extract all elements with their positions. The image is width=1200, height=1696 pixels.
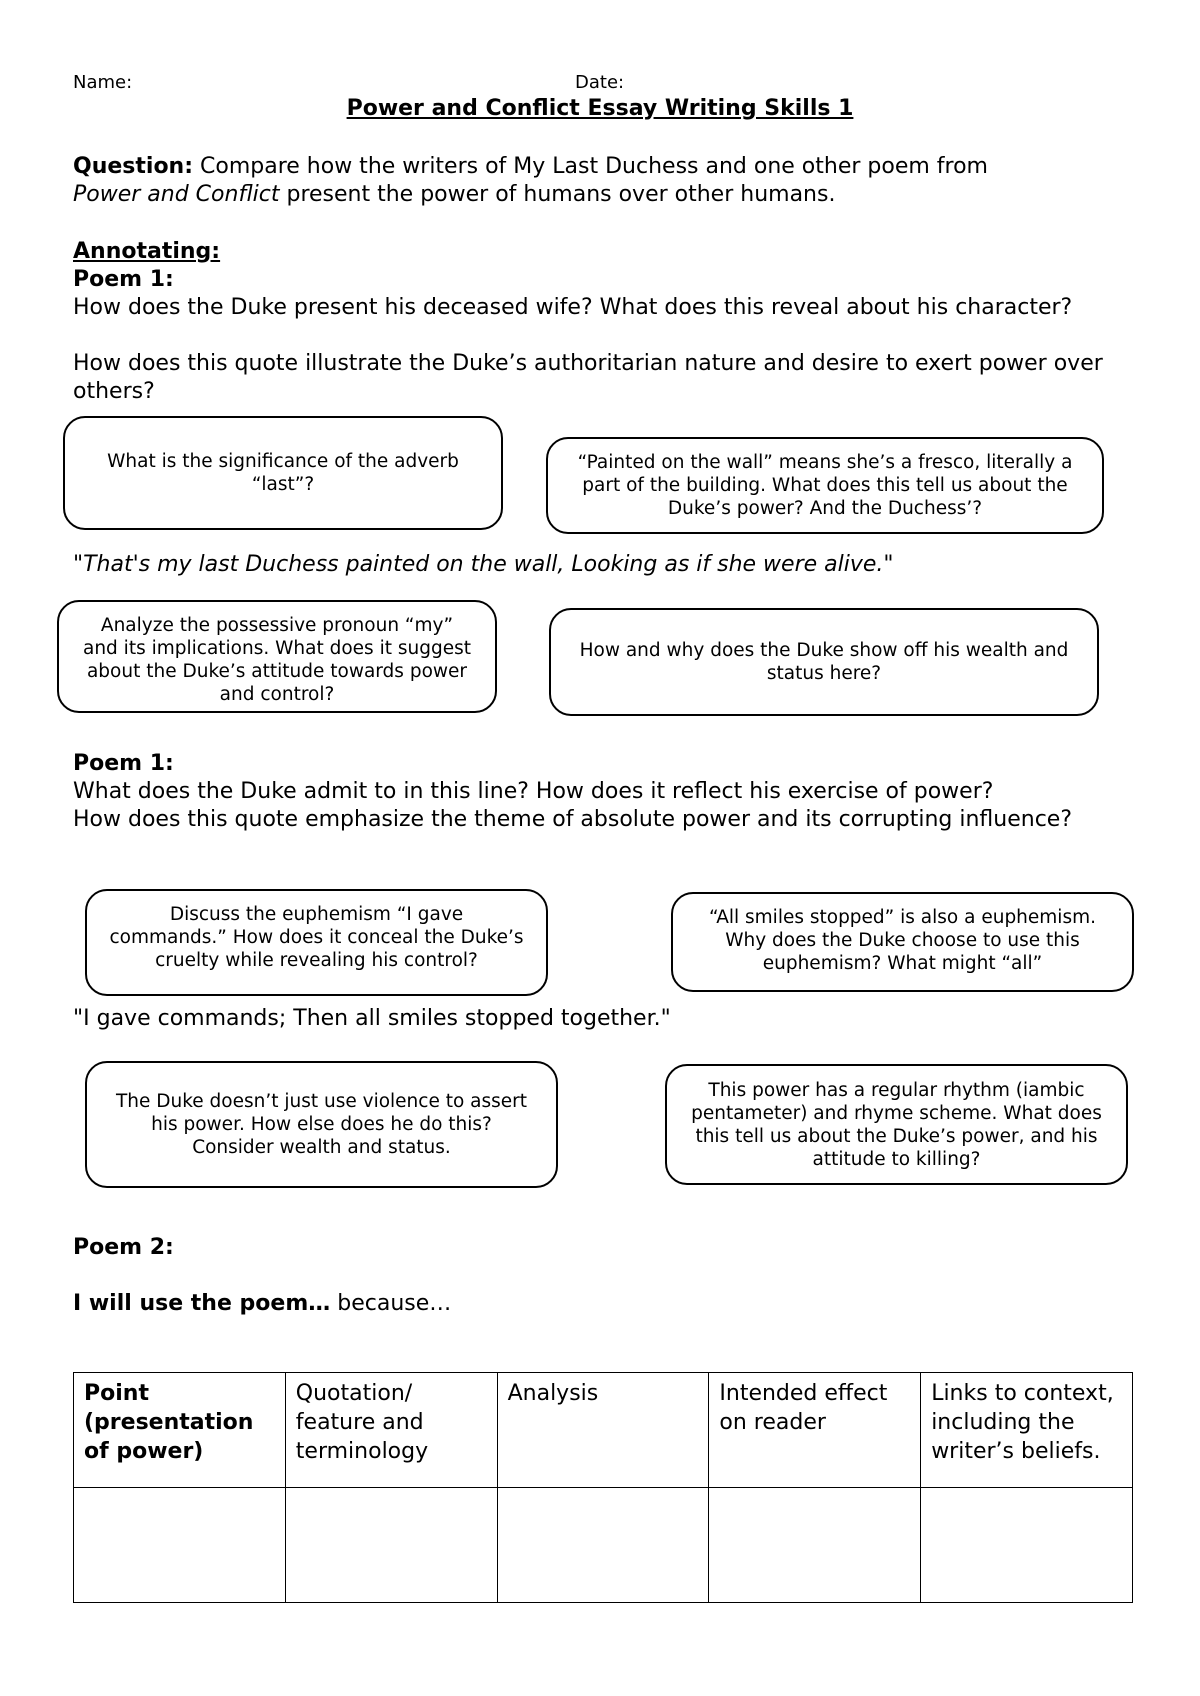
annotation-box-text: Discuss the euphemism “I gave commands.” How does it conceal the Duke’s cruelty while revealing his control? (109, 904, 524, 971)
table-header-cell: Analysis (497, 1373, 709, 1488)
annotation-box-text: “Painted on the wall” means she’s a fresco, literally a part of the building. What does this tell us about the Duke’s power? And the Duchess’? (577, 452, 1073, 519)
question-italic: Power and Conflict (73, 182, 280, 207)
table-cell[interactable] (709, 1488, 921, 1603)
annotation-box-rhythm (665, 1064, 1128, 1185)
table-header-cell: Intended effect on reader (709, 1373, 921, 1488)
question-text-1: Compare how the writers of My Last Duchess and one other poem from (193, 154, 988, 179)
table-cell[interactable] (285, 1488, 497, 1603)
table-header-row (74, 1373, 1133, 1488)
poem-choice-line (73, 1290, 451, 1318)
annotation-box-text: The Duke doesn’t just use violence to assert his power. How else does he do this? Consider wealth and status. (115, 1091, 528, 1158)
section2-question-2: How does this quote emphasize the theme of absolute power and its corrupting influence? (73, 807, 1073, 832)
poem1-question-2: How does this quote illustrate the Duke’s authoritarian nature and desire to exert power over others? (73, 351, 1103, 404)
annotation-box-text: “All smiles stopped” is also a euphemism. Why does the Duke choose to use this euphemism? What might “all” (709, 907, 1096, 974)
annotation-box-wealth-status (549, 608, 1099, 716)
annotation-box-euphemism-commands (85, 889, 548, 996)
poem2-heading: Poem 2: (73, 1235, 174, 1260)
name-label: Name: (73, 72, 133, 93)
table-cell[interactable] (74, 1488, 286, 1603)
poem-choice-bold: I will use the poem… (73, 1291, 331, 1316)
annotating-heading: Annotating: (73, 239, 221, 264)
quote-gave-commands: "I gave commands; Then all smiles stopped together." (73, 1006, 671, 1031)
essay-planning-table (73, 1372, 1133, 1603)
annotation-box-text: This power has a regular rhythm (iambic pentameter) and rhyme scheme. What does this tell us about the Duke’s power, and his attitude to killing? (691, 1079, 1102, 1170)
annotation-box-text: Analyze the possessive pronoun “my” and its implications. What does it suggest about the Duke’s attitude towards power and control? (83, 615, 471, 705)
question-label: Question: (73, 154, 194, 179)
quote-last-duchess: "That's my last Duchess painted on the wall, Looking as if she were alive." (73, 552, 894, 577)
table-header-cell: Quotation/ feature and terminology (285, 1373, 497, 1488)
annotation-box-possessive-pronoun (57, 600, 497, 713)
table-cell[interactable] (921, 1488, 1133, 1603)
annotation-box-painted-on-wall (546, 437, 1104, 534)
table-header-cell: Point (presentation of power) (74, 1373, 286, 1488)
date-label: Date: (575, 72, 625, 93)
table-header-cell: Links to context, including the writer’s beliefs. (921, 1373, 1133, 1488)
table-cell[interactable] (497, 1488, 709, 1603)
poem1-heading: Poem 1: (73, 267, 174, 292)
poem-choice-rest: because… (330, 1291, 452, 1316)
annotation-box-text: How and why does the Duke show off his wealth and status here? (579, 640, 1069, 684)
annotation-box-violence (85, 1061, 558, 1188)
question-text-2: present the power of humans over other humans. (279, 182, 836, 207)
section2-question-1: What does the Duke admit to in this line? How does it reflect his exercise of power? (73, 779, 994, 804)
annotation-box-all-smiles (671, 892, 1134, 992)
poem1-question-1: How does the Duke present his deceased wife? What does this reveal about his character? (73, 295, 1073, 320)
page-title: Power and Conflict Essay Writing Skills 1 (346, 96, 854, 121)
section2-heading: Poem 1: (73, 751, 174, 776)
annotation-box-text: What is the significance of the adverb “last”? (107, 451, 459, 495)
table-row (74, 1488, 1133, 1603)
annotation-box-adverb-last (63, 416, 503, 530)
question-paragraph (73, 153, 1133, 209)
